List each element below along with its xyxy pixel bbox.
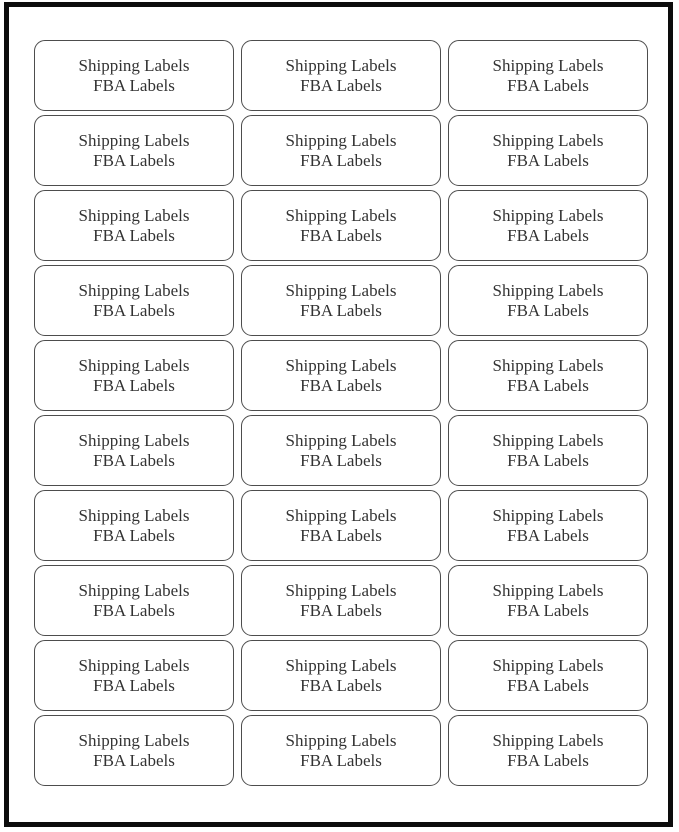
label-line2: FBA Labels bbox=[507, 525, 589, 545]
label-cell bbox=[34, 565, 234, 636]
label-cell bbox=[448, 640, 648, 711]
label-cell bbox=[448, 490, 648, 561]
label-cell bbox=[34, 40, 234, 111]
label-line1: Shipping Labels bbox=[78, 130, 190, 150]
label-line1: Shipping Labels bbox=[285, 55, 397, 75]
label-line2: FBA Labels bbox=[507, 150, 589, 170]
label-line2: FBA Labels bbox=[300, 525, 382, 545]
label-line1: Shipping Labels bbox=[492, 730, 604, 750]
label-line2: FBA Labels bbox=[300, 375, 382, 395]
label-line1: Shipping Labels bbox=[78, 505, 190, 525]
label-line2: FBA Labels bbox=[93, 225, 175, 245]
label-cell bbox=[34, 490, 234, 561]
label-cell bbox=[241, 490, 441, 561]
label-line1: Shipping Labels bbox=[78, 355, 190, 375]
label-line1: Shipping Labels bbox=[492, 430, 604, 450]
label-line1: Shipping Labels bbox=[78, 580, 190, 600]
label-line1: Shipping Labels bbox=[285, 280, 397, 300]
label-line1: Shipping Labels bbox=[285, 730, 397, 750]
label-line2: FBA Labels bbox=[300, 75, 382, 95]
label-cell bbox=[448, 40, 648, 111]
label-line1: Shipping Labels bbox=[78, 730, 190, 750]
label-line2: FBA Labels bbox=[300, 750, 382, 770]
label-line1: Shipping Labels bbox=[285, 580, 397, 600]
label-line2: FBA Labels bbox=[507, 600, 589, 620]
label-line1: Shipping Labels bbox=[492, 355, 604, 375]
label-cell bbox=[241, 565, 441, 636]
label-line2: FBA Labels bbox=[507, 675, 589, 695]
label-line2: FBA Labels bbox=[507, 300, 589, 320]
label-line2: FBA Labels bbox=[93, 450, 175, 470]
label-cell bbox=[241, 715, 441, 786]
label-line1: Shipping Labels bbox=[285, 130, 397, 150]
label-line1: Shipping Labels bbox=[492, 655, 604, 675]
label-line2: FBA Labels bbox=[93, 675, 175, 695]
label-line2: FBA Labels bbox=[507, 750, 589, 770]
label-line1: Shipping Labels bbox=[492, 580, 604, 600]
label-cell bbox=[241, 190, 441, 261]
label-line2: FBA Labels bbox=[300, 225, 382, 245]
label-grid bbox=[34, 40, 648, 786]
label-cell bbox=[241, 640, 441, 711]
label-line2: FBA Labels bbox=[300, 675, 382, 695]
label-cell bbox=[34, 340, 234, 411]
label-line1: Shipping Labels bbox=[78, 55, 190, 75]
label-line2: FBA Labels bbox=[507, 450, 589, 470]
label-line1: Shipping Labels bbox=[492, 205, 604, 225]
label-cell bbox=[241, 40, 441, 111]
label-cell bbox=[448, 340, 648, 411]
label-line2: FBA Labels bbox=[507, 75, 589, 95]
label-line2: FBA Labels bbox=[300, 450, 382, 470]
label-cell bbox=[34, 190, 234, 261]
label-line1: Shipping Labels bbox=[285, 655, 397, 675]
label-cell bbox=[34, 640, 234, 711]
label-line2: FBA Labels bbox=[300, 300, 382, 320]
label-sheet bbox=[4, 2, 673, 827]
label-cell bbox=[448, 415, 648, 486]
label-line2: FBA Labels bbox=[507, 225, 589, 245]
label-line2: FBA Labels bbox=[93, 750, 175, 770]
label-cell bbox=[241, 265, 441, 336]
label-cell bbox=[34, 415, 234, 486]
label-line1: Shipping Labels bbox=[78, 655, 190, 675]
label-cell bbox=[34, 265, 234, 336]
label-line1: Shipping Labels bbox=[78, 280, 190, 300]
label-line1: Shipping Labels bbox=[492, 130, 604, 150]
label-line2: FBA Labels bbox=[93, 150, 175, 170]
label-line1: Shipping Labels bbox=[78, 205, 190, 225]
label-line2: FBA Labels bbox=[507, 375, 589, 395]
label-line2: FBA Labels bbox=[93, 375, 175, 395]
label-cell bbox=[34, 115, 234, 186]
label-cell bbox=[448, 265, 648, 336]
label-cell bbox=[448, 565, 648, 636]
label-cell bbox=[241, 340, 441, 411]
label-line1: Shipping Labels bbox=[285, 205, 397, 225]
label-line2: FBA Labels bbox=[93, 600, 175, 620]
label-line2: FBA Labels bbox=[300, 600, 382, 620]
label-line1: Shipping Labels bbox=[285, 355, 397, 375]
label-line1: Shipping Labels bbox=[285, 505, 397, 525]
label-line2: FBA Labels bbox=[93, 75, 175, 95]
label-line2: FBA Labels bbox=[93, 525, 175, 545]
label-line1: Shipping Labels bbox=[492, 505, 604, 525]
label-line1: Shipping Labels bbox=[492, 280, 604, 300]
label-line1: Shipping Labels bbox=[492, 55, 604, 75]
label-line2: FBA Labels bbox=[93, 300, 175, 320]
label-cell bbox=[241, 115, 441, 186]
label-line1: Shipping Labels bbox=[78, 430, 190, 450]
label-cell bbox=[448, 715, 648, 786]
label-line2: FBA Labels bbox=[300, 150, 382, 170]
label-cell bbox=[448, 115, 648, 186]
label-cell bbox=[34, 715, 234, 786]
label-cell bbox=[448, 190, 648, 261]
label-line1: Shipping Labels bbox=[285, 430, 397, 450]
label-cell bbox=[241, 415, 441, 486]
